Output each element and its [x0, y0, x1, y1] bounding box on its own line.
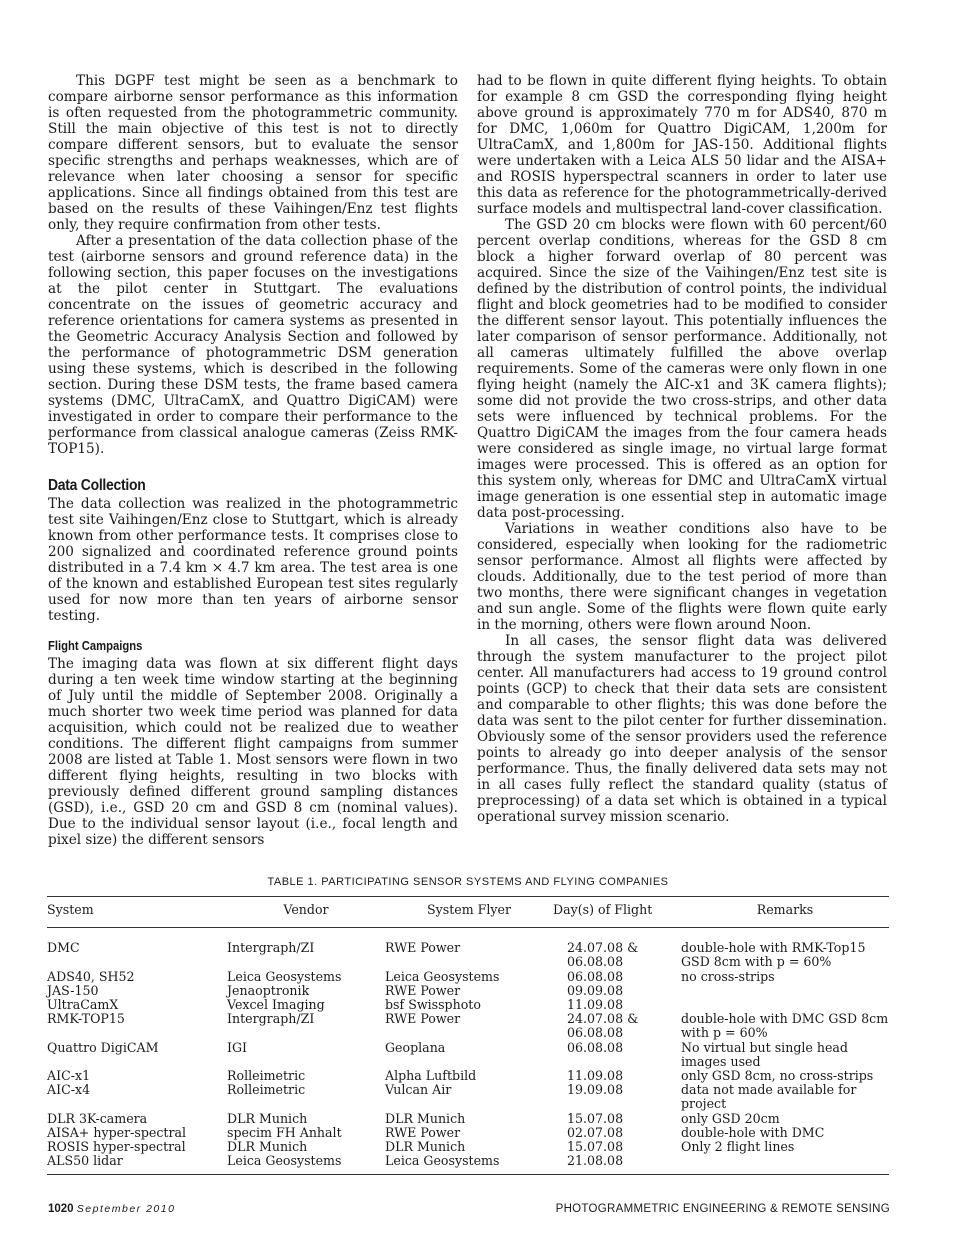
header-vendor: Vendor	[227, 897, 385, 928]
cell-vendor: Jenaoptronik	[227, 982, 310, 998]
cell-day: 15.07.08	[567, 1139, 624, 1155]
table-1	[47, 876, 889, 1175]
cell-vendor: Leica Geosystems	[227, 968, 342, 984]
journal-name: PHOTOGRAMMETRIC ENGINEERING & REMOTE SENSING	[555, 1203, 890, 1215]
cell-vendor: DLR Munich	[227, 1110, 308, 1126]
cell-vendor: Leica Geosystems	[227, 1154, 385, 1175]
cell-remarks: double-hole with DMC GSD 8cm with p = 60%	[681, 1011, 889, 1041]
cell-flyer: Alpha Luftbild	[385, 1068, 477, 1084]
cell-flyer: bsf Swissphoto	[385, 997, 481, 1013]
cell-system: Quattro DigiCAM	[47, 1039, 159, 1055]
cell-day: 06.08.08	[567, 1039, 624, 1055]
cell-system: AISA+ hyper-spectral	[47, 1124, 187, 1140]
table-row	[47, 1069, 889, 1083]
left-paragraph-4: The imaging data was flown at six different flight days during a ten week time window starting at the beginning of July until the middle of September 2008. Originally a much shorter two week time period was planned for data acquisition, which could not be realized due to weather conditions. The different flight campaigns from summer 2008 are listed at Table 1. Most sensors were flown in two different flying heights, resulting in two blocks with previously defined different ground sampling distances (GSD), i.e., GSD 20 cm and GSD 8 cm (nominal values). Due to the individual sensor layout (i.e., focal length and pixel size) the different sensors	[48, 656, 458, 848]
header-system-flyer: System Flyer	[385, 897, 553, 928]
cell-day: 24.07.08 & 06.08.08	[567, 1011, 639, 1041]
cell-day: 19.09.08	[567, 1082, 624, 1098]
left-paragraph-1: This DGPF test might be seen as a benchmark to compare airborne sensor performance as this information is often requested from the photogrammetric community. Still the main objective of this test is not to directly compare different sensors, but to evaluate the sensor specific strengths and perhaps weaknesses, which are of relevance when later choosing a sensor for specific applications. Since all findings obtained from this test are based on the results of these Vaihingen/Enz test flights only, they require confirmation from other tests.	[48, 73, 458, 233]
cell-flyer: Geoplana	[385, 1039, 446, 1055]
cell-flyer: Leica Geosystems	[385, 968, 500, 984]
cell-system: ROSIS hyper-spectral	[47, 1139, 186, 1155]
table-row	[47, 1126, 889, 1140]
cell-vendor: IGI	[227, 1039, 248, 1055]
cell-system: JAS-150	[47, 982, 99, 998]
cell-system: ALS50 lidar	[47, 1154, 227, 1175]
table-row	[47, 1083, 889, 1111]
cell-remarks	[681, 984, 889, 998]
cell-flyer: DLR Munich	[385, 1110, 466, 1126]
table-caption: TABLE 1. PARTICIPATING SENSOR SYSTEMS AND FLYING COMPANIES	[267, 876, 669, 888]
cell-day: 15.07.08	[567, 1110, 624, 1126]
cell-flyer: RWE Power	[385, 1124, 461, 1140]
left-paragraph-2: After a presentation of the data collection phase of the test (airborne sensors and ground reference data) in the following section, this paper focuses on the investigations at the pilot center in Stuttgart. The evaluations concentrate on the issues of geometric accuracy and reference orientations for camera systems as presented in the Geometric Accuracy Analysis Section and followed by the performance of photogrammetric DSM generation using these systems, which is described in the following section. During these DSM tests, the frame based camera systems (DMC, UltraCamX, and Quattro DigiCAM) were investigated in order to compare their performance to the performance from classical analogue cameras (Zeiss RMK-TOP15).	[48, 233, 458, 457]
cell-day: 06.08.08	[567, 968, 624, 984]
right-paragraph-3: Variations in weather conditions also have to be considered, especially when looking for the radiometric sensor performance. Almost all flights were affected by clouds. Additionally, due to the test period of more than two months, there were significant changes in vegetation and sun angle. Some of the flights were flown quite early in the morning, others were flown around Noon.	[477, 521, 887, 633]
cell-remarks: Only 2 flight lines	[681, 1139, 795, 1155]
cell-day: 02.07.08	[567, 1124, 624, 1140]
cell-remarks	[681, 1154, 889, 1175]
cell-system: DMC	[47, 940, 80, 956]
table-row	[47, 1012, 889, 1040]
cell-system: RMK-TOP15	[47, 1011, 125, 1027]
header-days-of-flight: Day(s) of Flight	[553, 897, 681, 928]
cell-flyer: RWE Power	[385, 1011, 461, 1027]
cell-remarks	[681, 998, 889, 1012]
sensor-table	[47, 896, 889, 1175]
table-row	[47, 928, 889, 970]
header-remarks: Remarks	[681, 897, 889, 928]
cell-vendor: Vexcel Imaging	[227, 997, 325, 1013]
right-paragraph-1: had to be flown in quite different flying heights. To obtain for example 8 cm GSD the corresponding flying height above ground is approximately 770 m for ADS40, 870 m for DMC, 1,060m for Quattro DigiCAM, 1,200m for UltraCamX, and 1,800m for JAS-150. Additional flights were undertaken with a Leica ALS 50 lidar and the AISA+ and ROSIS hyperspectral scanners in order to later use this data as reference for the photogrammetrically-derived surface models and multispectral land-cover classification.	[477, 73, 887, 217]
table-row	[47, 1112, 889, 1126]
header-system: System	[47, 897, 227, 928]
right-paragraph-2: The GSD 20 cm blocks were flown with 60 percent/60 percent overlap conditions, whereas for the GSD 8 cm block a higher forward overlap of 80 percent was acquired. Since the size of the Vaihingen/Enz test site is defined by the distribution of control points, the individual flight and block geometries had to be modified to consider the different sensor layout. This potentially influences the later comparison of sensor performance. Additionally, not all cameras ultimately fulfilled the above overlap requirements. Some of the cameras were only flown in one flying height (namely the AIC-x1 and 3K camera flights); some did not provide the two cross-strips, and other data sets were influenced by technical problems. For the Quattro DigiCAM the images from the four camera heads were considered as single image, no virtual large format images were processed. This is offered as an option for this system only, whereas for DMC and UltraCamX virtual image generation is one essential step in automatic image data post-processing.	[477, 217, 887, 521]
table-row	[47, 998, 889, 1012]
cell-remarks: No virtual but single head images used	[681, 1039, 848, 1069]
right-paragraph-4: In all cases, the sensor flight data was delivered through the system manufacturer to the project pilot center. All manufacturers had access to 19 ground control points (GCP) to check that their data sets are consistent and comparable to other flights; this was done before the data was sent to the pilot center for further dissemination. Obviously some of the sensor providers used the reference points to already go into deeper analysis of the sensor performance. Thus, the finally delivered data sets may not in all cases fully reflect the standard quality (status of preprocessing) of a data set which is obtained in a typical operational survey mission scenario.	[477, 633, 887, 825]
cell-day: 21.08.08	[553, 1154, 681, 1175]
cell-system: ADS40, SH52	[47, 968, 135, 984]
cell-vendor: Rolleimetric	[227, 1082, 306, 1098]
cell-remarks: double-hole with RMK-Top15 GSD 8cm with p = 60%	[681, 940, 866, 970]
cell-system: AIC-x4	[47, 1082, 91, 1098]
cell-vendor: DLR Munich	[227, 1139, 308, 1155]
cell-remarks: no cross-strips	[681, 968, 775, 984]
cell-system: DLR 3K-camera	[47, 1110, 148, 1126]
left-paragraph-3: The data collection was realized in the photogrammetric test site Vaihingen/Enz close to Stuttgart, which is already known from other performance tests. It comprises close to 200 signalized and coordinated reference ground points distributed in a 7.4 km × 4.7 km area. The test area is one of the known and established European test sites regularly used for now more than ten years of airborne sensor testing.	[48, 496, 458, 624]
cell-day: 11.09.08	[567, 1068, 624, 1084]
cell-flyer: RWE Power	[385, 940, 461, 956]
cell-system: AIC-x1	[47, 1068, 91, 1084]
cell-vendor: Rolleimetric	[227, 1068, 306, 1084]
table-row	[47, 984, 889, 998]
table-header-row	[47, 897, 889, 928]
cell-flyer: DLR Munich	[385, 1139, 466, 1155]
table-row	[47, 970, 889, 984]
subsection-heading-flight-campaigns: Flight Campaigns	[48, 639, 143, 653]
issue-date: September 2010	[76, 1203, 176, 1215]
cell-remarks: only GSD 20cm	[681, 1110, 780, 1126]
right-column	[477, 73, 887, 825]
cell-vendor: specim FH Anhalt	[227, 1124, 342, 1140]
cell-vendor: Intergraph/ZI	[227, 940, 315, 956]
cell-remarks: double-hole with DMC	[681, 1124, 825, 1140]
table-row	[47, 1154, 889, 1175]
cell-remarks: only GSD 8cm, no cross-strips	[681, 1068, 874, 1084]
cell-day: 24.07.08 & 06.08.08	[567, 940, 639, 970]
cell-flyer: Vulcan Air	[385, 1082, 452, 1098]
cell-flyer: Leica Geosystems	[385, 1154, 553, 1175]
cell-day: 11.09.08	[567, 997, 624, 1013]
left-column	[48, 73, 458, 848]
table-row	[47, 1140, 889, 1154]
cell-remarks: data not made available for project	[681, 1082, 857, 1112]
page-number: 1020	[48, 1203, 74, 1215]
cell-day: 09.09.08	[567, 982, 624, 998]
page-footer	[48, 1203, 890, 1219]
section-heading-data-collection: Data Collection	[48, 477, 146, 494]
cell-system: UltraCamX	[47, 997, 119, 1013]
cell-flyer: RWE Power	[385, 982, 461, 998]
table-row	[47, 1041, 889, 1069]
cell-vendor: Intergraph/ZI	[227, 1011, 315, 1027]
